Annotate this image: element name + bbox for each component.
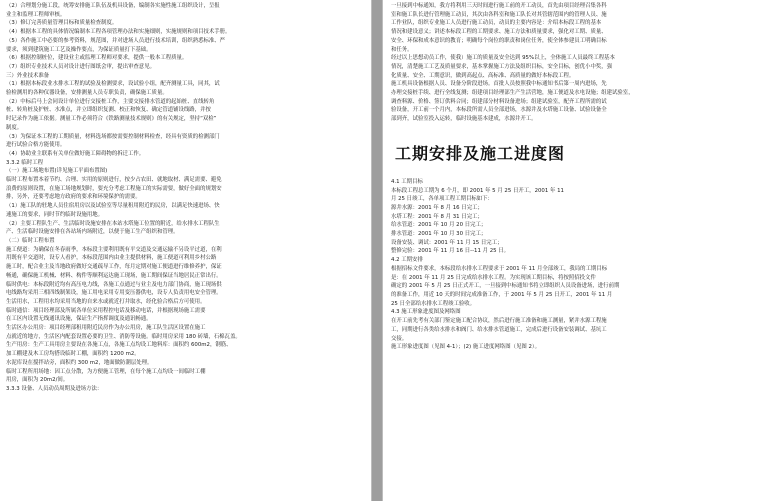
text-line: 加工棚建及木工房均搭设临时工棚，面积约 1200 m2。 xyxy=(6,351,140,358)
text-line: 25 日全部给水排水工程竣工验收。 xyxy=(391,300,476,307)
text-line: 生活区办公用房：项目经理部租用附近民房作为办公用房，施工队生活区设置在施工 xyxy=(6,325,206,332)
text-line: 排，另外，还要考虑地方政府的要求和环境保护的需要。 xyxy=(6,194,141,201)
text-line: 用房，面积为 20m2/间。 xyxy=(6,377,69,384)
text-line: 的准备工作，用近 10 天的时间完成准备工作，于 2001 年 5 月 25 日开工，2001 年 11 月 xyxy=(391,291,613,298)
text-line: 工，同期进行各类给水排水和阀门、给水排水管道施工，完成后进行设备安装调试、基坑工 xyxy=(391,326,607,333)
text-line: 室和施工队长进行管理施工动员，其次由各科室和施工队长对其管辖范围内的管理人员、施 xyxy=(391,11,607,18)
text-line: 4.3 施工形象进度图及网络图 xyxy=(391,309,461,316)
left-page-text xyxy=(6,2,363,394)
text-line: 畅通，确保施工机械、材料、构件等顺利运达施工现场，施工期间保证当地居民正常出行。 xyxy=(6,272,222,279)
text-line: 交接。 xyxy=(391,335,408,342)
page-gutter xyxy=(372,0,382,501)
text-line: （1）施工队的驻地人员住宿用房以及试验室等尽量租用附近的民房，以满足快速进场、快 xyxy=(6,203,220,210)
text-line: 在工区内设置无线通讯设施，保证生产指挥调度及通讯畅通。 xyxy=(6,316,152,323)
text-line: 验设备，开工前一个月内，本标段所需人员全部进场，水源井及水塔施工设备、试验设备全 xyxy=(391,107,607,114)
text-line: 点就近的地方，生活区内配套设置必要的卫生、消防等设施。临时用房采用 180 砖墙，石棉瓦盖。 xyxy=(6,333,241,340)
text-line: 安全、环保和成本意识的教育；明确每个岗位的职责和岗位任务，使全体参建员工明确目标 xyxy=(391,37,607,44)
text-line: 电线路均采用三相四线制架设，施工用电采用专用变压器供电，设专人负责用电安全管理。 xyxy=(6,290,222,297)
text-line: （3）修订完善质量管理目标和质量检查制度。 xyxy=(6,20,118,27)
text-line: 业主和监理工程师审核。 xyxy=(6,11,66,18)
text-line: 调查料源、价格、签订供料合同；组建部分材料设备进场；组建试验室，配齐工程所需的试 xyxy=(391,98,607,105)
text-line: 验检测用的各种仪器设备，安排测量人员专职负责，确保施工质量。 xyxy=(6,90,168,97)
text-line: （一）施工场地布置(详见施工平面布置图) xyxy=(6,168,108,175)
text-line: 速施工的要求，同时节约临时设施用地。 xyxy=(6,211,104,218)
text-line: 三）外业技术准备 xyxy=(6,72,50,79)
text-line: 在开工前先考有关部门鉴定施工配合协议，然后进行施工准备和施工测量，紧并水源工程施 xyxy=(391,318,607,325)
text-line: 4.1 工期目标 xyxy=(391,178,423,185)
text-line: 一旦接到中标通知，我方将利用三天时间进行施工前的开工动员，首先由项目经理召集各科 xyxy=(391,3,607,9)
text-line: 4.2 工期安排 xyxy=(391,257,423,264)
text-line: 生产用房：生产工具用房主要设在各施工点，各施工点均设工地料库：面积约 600m2，钢筋、 xyxy=(6,342,232,349)
right-page-top-text xyxy=(391,2,754,124)
text-line: 办理交接桩手续、进行全线复测；组建项目经理部生产生活营地，施工便道及水电设施；组建试验室， xyxy=(391,90,634,97)
text-line: 施工便道：为确保在冬春雨季，本标段主要利用既有平交道及交通运输不另设平过道，在利 xyxy=(6,246,222,253)
document-page-left xyxy=(0,0,372,501)
text-line: 设备安装、调试：2001 年 11 月 15 日完工； xyxy=(391,239,503,246)
text-line: 和任务。 xyxy=(391,46,413,53)
text-line: 临时通信：项目经理部及所属各单位采用程控电话及移动电话，并根据现场施工需要 xyxy=(6,307,206,314)
text-line: 临时工程布置本着节约、合理、实用的原则进行，按少占农田、就地取材、满足需要、避免 xyxy=(6,177,222,184)
text-line: 进行试验合格方能使用。 xyxy=(6,142,66,149)
text-line: 排水管道：2001 年 10 月 30 日完工； xyxy=(391,231,487,238)
text-line: 桩、转角桩及护桩、水准点，并立即组织复测、校正和恢复、确定管道铺设线路，并按 xyxy=(6,107,211,114)
text-line: 情况和建设意义；讲述本标段工程的工期要求、施工方法和质量要求，强化对工期、质量、 xyxy=(391,29,607,36)
text-line: 产、生活临时设施安排在各站场内场附近，以便于施工生产组织和管理。 xyxy=(6,229,179,236)
right-page-bottom-text xyxy=(391,178,754,352)
text-line: 3.3.2 临时工程 xyxy=(6,159,43,166)
text-line: 浪费的原则设置，在施工场地规划时，要充分考虑工程施工的实际需要，做好全面的规划安 xyxy=(6,185,222,192)
text-line: 水泥库设在搅拌站旁，面积约 300 m2，地面做防潮层处理。 xyxy=(6,359,153,366)
text-line: 时记录作为施工依据。测量工作必须符合《铁路测量技术规则》的有关规定，坚持“双检” xyxy=(6,116,217,123)
text-line: 情况，清楚施工工艺及质量要求，基本掌握施工方法及组织目标，安全目标，创优小中奖，强 xyxy=(391,63,613,70)
text-line: 部到齐，试验室投入运转，临时设施基本建成，水源井开工。 xyxy=(391,116,537,123)
text-line: 确定的 2001 年 5 月 25 日正式开工，一旦接到中标通知书将立即组织人员设备进场，进行前期 xyxy=(391,283,620,290)
text-line: 水塔工程：2001 年 8 月 31 日完工； xyxy=(391,213,483,220)
text-line: （5）各作施工中必要的参考资料，规范图，并对进场人员进行技术培训，组织熟悉标准、严 xyxy=(6,37,226,44)
text-line: 是：在 2001 年 11 月 25 日完成给水排水工程。为实现该工期目标，将按照招投文件 xyxy=(391,274,596,281)
text-line: （二）临时工程布置 xyxy=(6,237,55,244)
text-line: 施工形象进度图（见图 4-1）；(2) 施工进度网络图（见图 2）。 xyxy=(391,344,540,351)
text-line: （6）根据控制桩位，建设业主或监理工程师对要求，提供一般本工程质量。 xyxy=(6,55,188,62)
chapter-title: 工期安排及施工进度图 xyxy=(395,143,566,163)
document-page-right xyxy=(382,0,760,501)
text-line: （2）主要工程队生产、生活临时设施安排在本站水塔施工位置的附近，给水排水工程队生 xyxy=(6,220,220,227)
text-line: 给水管道：2001 年 10 月 20 日完工； xyxy=(391,222,487,229)
text-line: （4）协助业主联系有关单位做好施工障碍物的拆迁工作。 xyxy=(6,150,145,157)
text-line: （7）组织专业技术人员对设计进行图纸会审，提出审查意见。 xyxy=(6,63,155,70)
text-line: 制度。 xyxy=(6,124,23,131)
text-line: （4）根据本工程的具体情况编制本工程各项管理办法和实施细则，实施规则和项目技术手册。 xyxy=(6,29,231,36)
text-line: 生活用水，工程用水均采用当地的自来水或就近打井取水，经化验合格后方可使用。 xyxy=(6,298,206,305)
text-line: 用既有平交道时，设专人看护，本标段范围内由业主提供材料，施工便道可利用乡村公路 xyxy=(6,255,217,262)
text-line: 根据招标文件要求，本标段给水排水工程要求于 2001 年 11 月全部竣工，我局的工期目标 xyxy=(391,265,608,272)
text-line: （3）为保证本工程的工期质量，材料选场都按需要控制材料检查，经具有资质的检测部门 xyxy=(6,133,220,140)
text-line: 整修完验：2001 年 11 月 16 日--11 月 25 日。 xyxy=(391,248,510,255)
text-line: （1）根据本标段业水排水工程的试验及检测要求，设试验小组，配齐测量工具，同其，试 xyxy=(6,81,220,88)
text-line: 月 25 日竣工，各单项工程工期目标如下： xyxy=(391,196,493,203)
text-line: 临时供电：本标段附近均有高压电力线，各施工点通过与业主及电力部门协商，施工现场供 xyxy=(6,281,222,288)
text-line: 本标段工程总工期为 6 个月，即 2001 年 5 月 25 日开工，2001 年 11 xyxy=(391,187,564,194)
text-line: （2）中标后马上会同设计单位进行交接桩工作，主要交接排水管道的起始桩、直线转角 xyxy=(6,98,215,105)
text-line: 临时工程所用场地：因工点分散，为方便施工管理，在每个施工点均设一间临时工棚 xyxy=(6,368,206,375)
text-line: 施工机具设备根据人员、设备分阶段进场。首批人员按照我中标通知书后第一周内进场，先 xyxy=(391,81,607,88)
text-line: 化质量、安全、工期意识，做到高起点、高标准、高质量的做好本标段工程。 xyxy=(391,72,575,79)
text-line: （2）合理划分施工段，统筹安排施工队伍及机具设备，编制各实施性施工组织设计，呈报 xyxy=(6,3,220,9)
text-line: 施工时，配合业主及当地政府做好交通疏导工作，每月定期对施工便道进行维修养护，保证 xyxy=(6,264,222,271)
text-line: 源井水源：2001 年 8 月 16 日完工； xyxy=(391,204,483,211)
text-line: 工作业队，组织专业施工人员进行施工动员，动员的主要内容是：介绍本标段工程的基本 xyxy=(391,20,602,27)
text-line: 经过以上思想动员工作，使我）施工的质量及安全达到 95%以上，全体施工人员最终工程基本 xyxy=(391,55,615,62)
text-line: 要求，须到建筑施工工艺及操作要点，为保证质量打下基础。 xyxy=(6,46,152,53)
text-line: 3.3.3 设备、人员动员周期及进场方法： xyxy=(6,385,103,392)
